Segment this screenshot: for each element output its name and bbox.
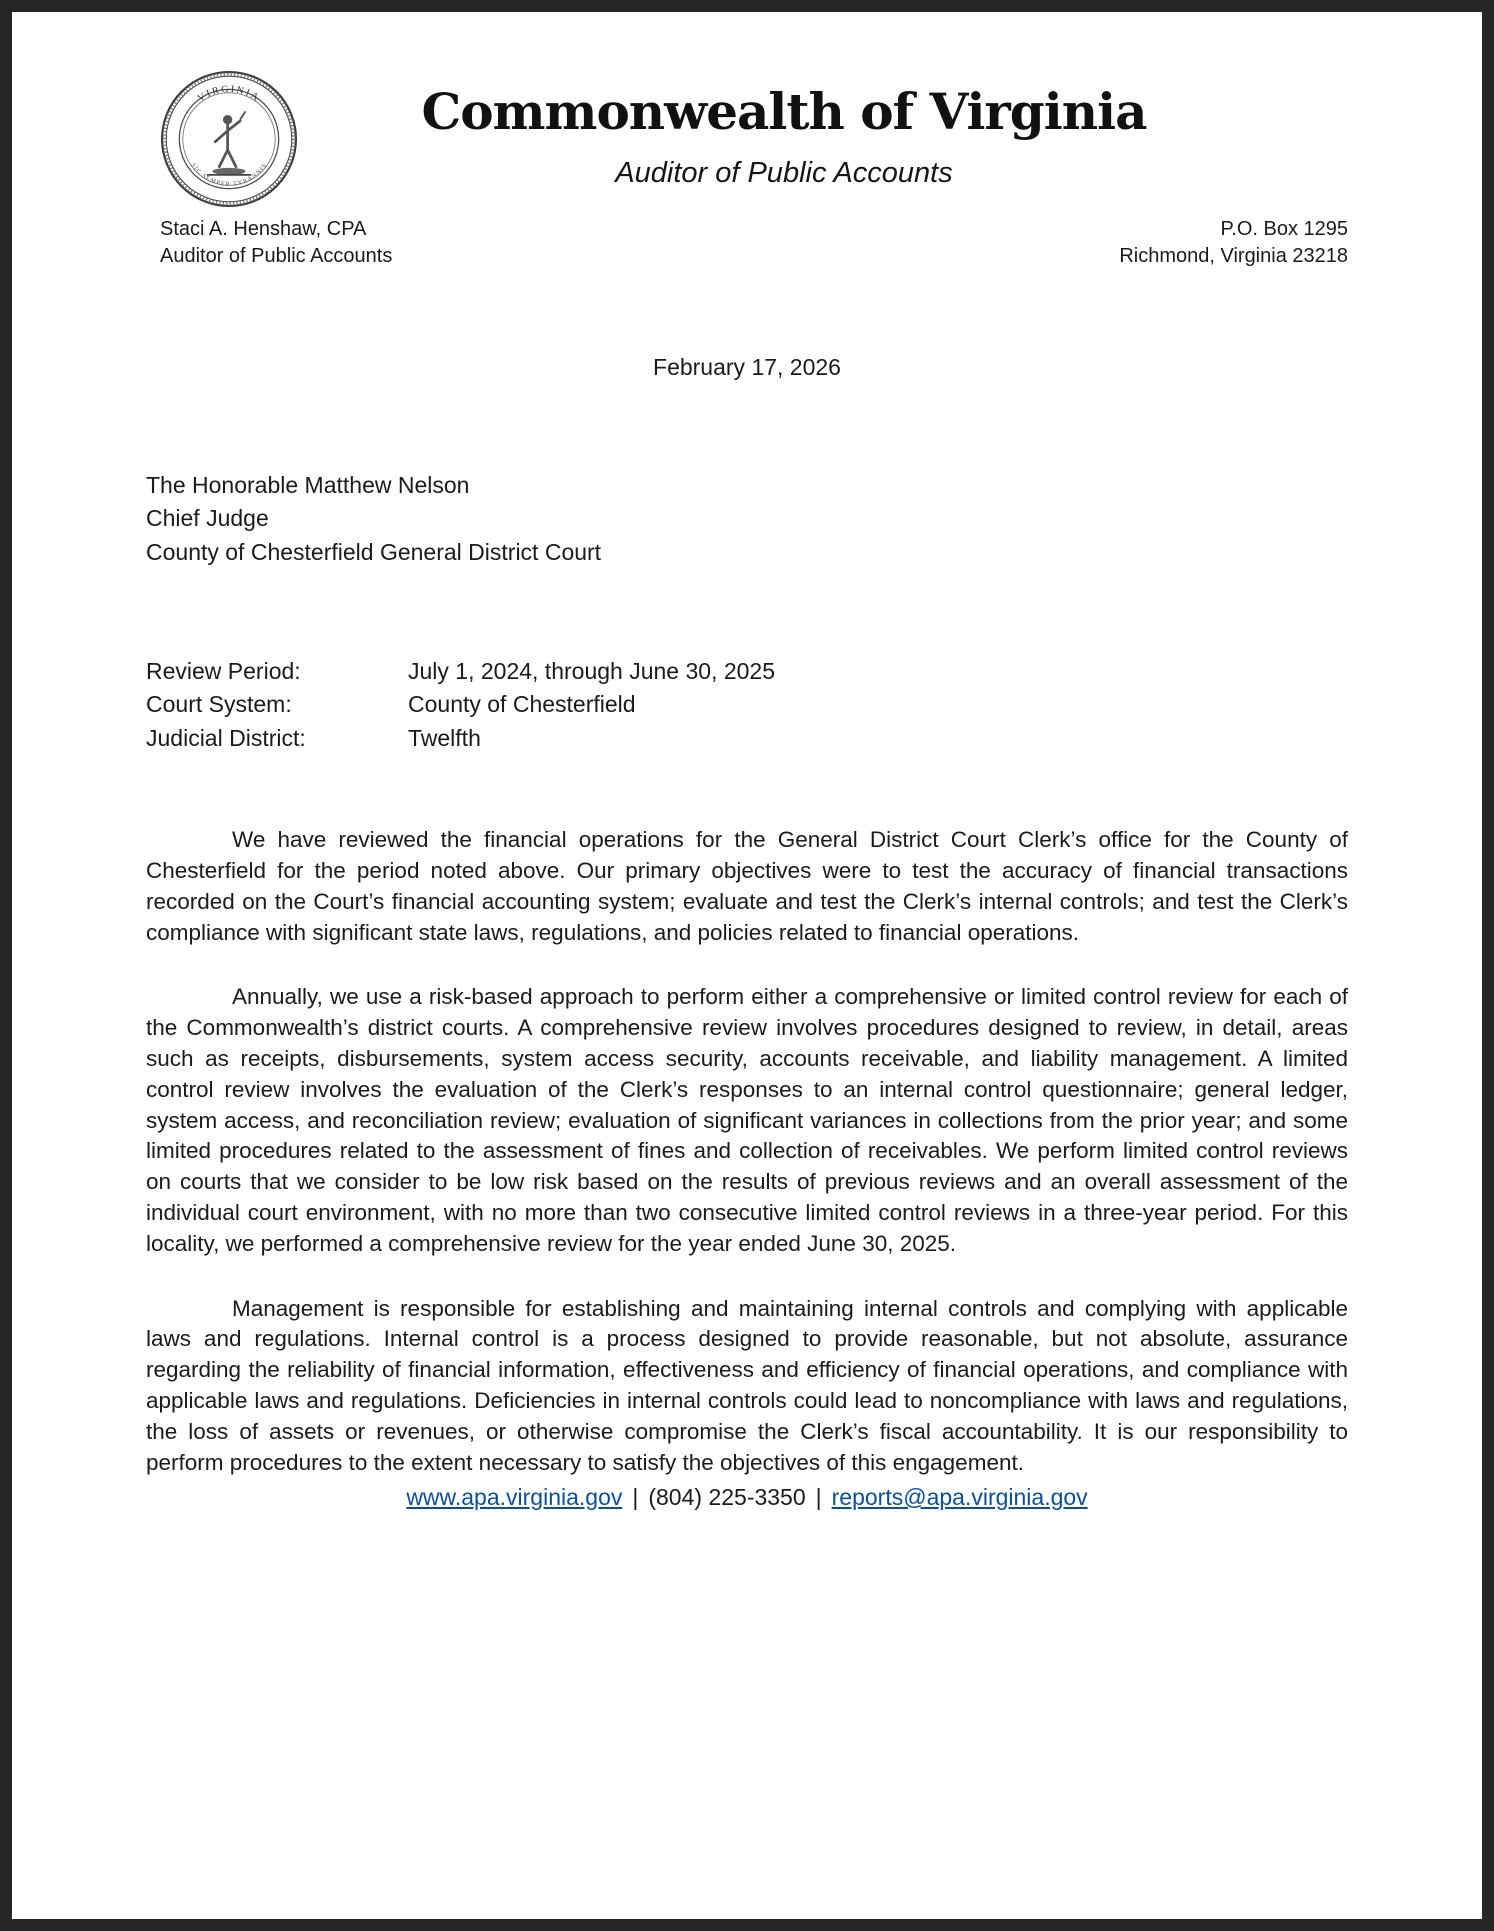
judicial-district-value: Twelfth xyxy=(408,724,481,751)
letterhead-subtitle: Auditor of Public Accounts xyxy=(615,157,953,189)
auditor-contact xyxy=(160,216,392,270)
auditor-name: Staci A. Henshaw, CPA xyxy=(160,218,367,240)
letter-date: February 17, 2026 xyxy=(653,354,841,380)
letterhead-title: Commonwealth of Virginia xyxy=(421,82,1147,141)
court-system-label: Court System: xyxy=(146,691,292,718)
svg-text:VIRGINIA: VIRGINIA xyxy=(195,83,263,105)
review-period-row xyxy=(146,655,1348,688)
letter-body xyxy=(146,825,1348,1478)
paragraph-objectives: We have reviewed the financial operations for the General District Court Clerk’s office for the County of Chesterfield for the period noted above. Our primary objectives were to test the accuracy of financial transactions recorded on the Court’s financial accounting system; evaluate and test the Clerk’s internal controls; and test the Clerk’s compliance with significant state laws, regulations, and policies related to financial operations. xyxy=(146,827,1348,945)
judicial-district-label: Judicial District: xyxy=(146,724,306,751)
review-period-label: Review Period: xyxy=(146,658,301,685)
letterhead xyxy=(146,70,1348,208)
address-city: Richmond, Virginia 23218 xyxy=(1119,245,1348,267)
footer xyxy=(12,1484,1482,1511)
court-system-value: County of Chesterfield xyxy=(408,691,636,718)
office-address xyxy=(1119,216,1348,270)
paragraph-review-approach: Annually, we use a risk-based approach to perform either a comprehensive or limited control review for each of the Commonwealth’s district courts. A comprehensive review involves procedures designed to review, in detail, areas such as receipts, disbursements, system access security, accounts receivable, and liability management. A limited control review involves the evaluation of the Clerk’s responses to an internal control questionnaire; general ledger, system access, and reconciliation review; evaluation of significant variances in collections from the prior year; and some limited procedures related to the assessment of fines and collection of receivables. We perform limited control reviews on courts that we consider to be low risk based on the results of previous reviews and an overall assessment of the individual court environment, with no more than two consecutive limited control reviews in a three-year period. For this locality, we performed a comprehensive review for the year ended June 30, 2025. xyxy=(146,984,1348,1256)
footer-separator-2: | xyxy=(815,1484,822,1510)
address-po-box: P.O. Box 1295 xyxy=(1220,218,1348,240)
court-system-row xyxy=(146,688,1348,721)
footer-separator-1: | xyxy=(632,1484,639,1510)
recipient-title: Chief Judge xyxy=(146,505,269,532)
judicial-district-row xyxy=(146,722,1348,755)
recipient-name: The Honorable Matthew Nelson xyxy=(146,472,470,498)
email-link[interactable]: reports@apa.virginia.gov xyxy=(831,1484,1088,1510)
virginia-state-seal-icon xyxy=(160,70,310,208)
recipient-court: County of Chesterfield General District Court xyxy=(146,538,602,565)
review-period-value: July 1, 2024, through June 30, 2025 xyxy=(408,658,776,685)
paragraph-management-responsibility: Management is responsible for establishing and maintaining internal controls and complying with applicable laws and regulations. Internal control is a process designed to provide reasonable, but not absolute, assurance regarding the reliability of financial information, effectiveness and efficiency of financial operations, and compliance with applicable laws and regulations. Deficiencies in internal controls could lead to noncompliance with laws and regulations, the loss of assets or revenues, or otherwise compromise the Clerk’s fiscal accountability. It is our responsibility to perform procedures to the extent necessary to satisfy the objectives of this engagement. xyxy=(146,1295,1348,1475)
contact-row xyxy=(146,216,1348,270)
svg-text:SIC SEMPER TYRANNIS: SIC SEMPER TYRANNIS xyxy=(189,161,269,188)
review-info-block xyxy=(146,655,1348,755)
phone-number: (804) 225-3350 xyxy=(648,1484,806,1510)
website-link[interactable]: www.apa.virginia.gov xyxy=(406,1484,623,1510)
recipient-block xyxy=(146,469,1348,569)
auditor-title: Auditor of Public Accounts xyxy=(160,245,393,267)
